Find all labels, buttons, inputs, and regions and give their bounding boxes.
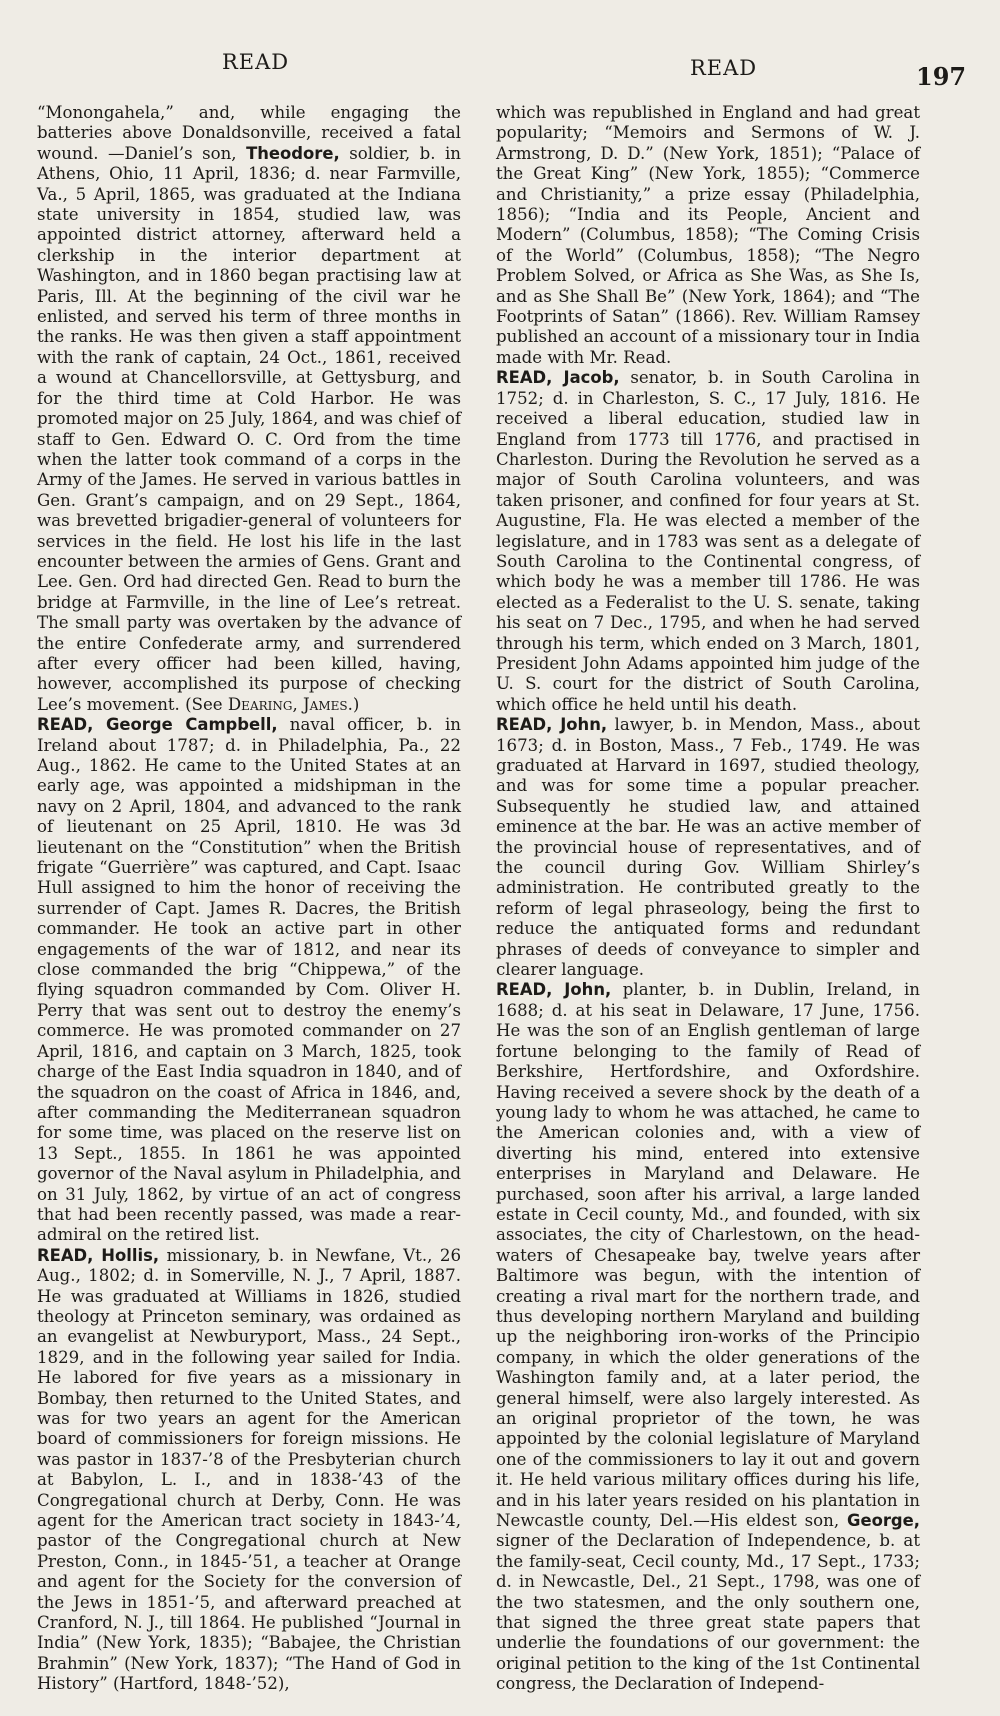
entry-heading: READ, John, <box>496 980 612 1000</box>
entry-jacob-read <box>496 368 920 715</box>
entry-text: naval officer, b. in Ireland about 1787; d. in Philadelphia, Pa., 22 Aug., 1862. He came to the United States at an early age, was appointed a midshipman in the navy on 2 April, 1804, and advanced to the rank of lieutenant on 25 April, 1810. He was 3d lieutenant on the “Constitution” when the British frigate “Guerrière” was captured, and Capt. Isaac Hull assigned to him the honor of receiving the surrender of Capt. James R. Dacres, the British commander. He took an active part in other engagements of the war of 1812, and near its close commanded the brig “Chippewa,” of the flying squadron commanded by Com. Oliver H. Perry that was sent out to destroy the enemy’s commerce. He was promoted commander on 27 April, 1816, and captain on 3 March, 1825, took charge of the East India squadron in 1840, and of the squadron on the coast of Africa in 1846, and, after commanding the Mediterranean squadron for some time, was placed on the reserve list on 13 Sept., 1855. In 1861 he was appointed governor of the Naval asylum in Philadelphia, and on 31 July, 1862, by virtue of an act of congress that had been recently passed, was made a rear-admiral on the retired list. <box>37 715 461 1245</box>
entry-text: soldier, b. in Athens, Ohio, 11 April, 1836; d. near Farmville, Va., 5 April, 1865, was graduated at the Indiana state university in 1854, studied law, was appointed district attorney, afterward held a clerkship in the interior department at Washington, and in 1860 began practising law at Paris, Ill. At the beginning of the civil war he enlisted, and served his term of three months in the ranks. He was then given a staff appointment with the rank of captain, 24 Oct., 1861, received a wound at Chancellorsville, at Gettysburg, and for the third time at Cold Harbor. He was promoted major on 25 July, 1864, and was chief of staff to Gen. Edward O. C. Ord from the time when the latter took command of a corps in the Army of the James. He served in various battles in Gen. Grant’s campaign, and on 29 Sept., 1864, was brevetted brigadier-general of volunteers for services in the field. He lost his life in the last encounter between the armies of Gens. Grant and Lee. Gen. Ord had directed Gen. Read to burn the bridge at Farmville, in the line of Lee’s retreat. The small party was overtaken by the advance of the entire Confederate army, and surrendered after every officer had been killed, having, however, accomplished its purpose of checking Lee’s movement. (See <box>37 143 461 714</box>
page-number: 197 <box>916 62 967 91</box>
entry-text: .) <box>347 694 360 714</box>
entry-heading: READ, Hollis, <box>37 1245 160 1265</box>
entry-text: which was republished in England and had great popularity; “Memoirs and Sermons of W. J. Armstrong, D. D.” (New York, 1851); “Palace of the Great King” (New York, 1855); “Commerce and Christianity,” a prize essay (Philadelphia, 1856); “India and its People, Ancient and Modern” (Columbus, 1858); “The Coming Crisis of the World” (Columbus, 1858); “The Negro Problem Solved, or Africa as She Was, as She Is, and as She Shall Be” (New York, 1864); and “The Footprints of Satan” (1866). Rev. William Ramsey published an account of a missionary tour in India made with Mr. Read. <box>496 103 920 367</box>
entry-heading: READ, John, <box>496 715 608 735</box>
entry-john-read-planter <box>496 980 920 1694</box>
entry-subname: George, <box>847 1511 920 1531</box>
entry-theodore-read <box>37 103 461 715</box>
entry-heading: READ, Jacob, <box>496 368 620 388</box>
entry-george-campbell-read <box>37 715 461 1246</box>
entry-hollis-read <box>37 1246 461 1695</box>
right-column <box>496 103 920 1695</box>
running-head-right: READ <box>690 56 758 80</box>
running-head-left: READ <box>222 50 290 74</box>
entry-john-read-lawyer <box>496 715 920 980</box>
entry-text: signer of the Declaration of Independence, b. at the family-seat, Cecil county, Md., 17 Sept., 1733; d. in Newcastle, Del., 21 Sept., 1798, was one of the two statesmen, and the only southern one, that signed the three great state papers that underlie the foundations of our government: the original petition to the king of the 1st Continental congress, the Declaration of Independ- <box>496 1531 920 1694</box>
entry-hollis-read-continued <box>496 103 920 368</box>
left-column <box>37 103 461 1695</box>
entry-text: planter, b. in Dublin, Ireland, in 1688; d. at his seat in Delaware, 17 June, 1756. He was the son of an English gentleman of large fortune belonging to the family of Read of Berkshire, Hertfordshire, and Oxfordshire. Having received a severe shock by the death of a young lady to whom he was attached, he came to the American colonies and, with a view of diverting his mind, entered into extensive enterprises in Maryland and Delaware. He purchased, soon after his arrival, a large landed estate in Cecil county, Md., and founded, with six associates, the city of Charlestown, on the head-waters of Chesapeake bay, twelve years after Baltimore was begun, with the intention of creating a rival mart for the northern trade, and thus developing northern Maryland and building up the neighboring iron-works of the Principio company, in which the older generations of the Washington family and, at a later period, the general himself, were also largely interested. As an original proprietor of the town, he was appointed by the colonial legislature of Maryland one of the commissioners to lay it out and govern it. He held various military offices during his life, and in his later years resided on his plantation in Newcastle county, Del.—His eldest son, <box>496 980 920 1531</box>
entry-text: lawyer, b. in Mendon, Mass., about 1673; d. in Boston, Mass., 7 Feb., 1749. He was graduated at Harvard in 1697, studied theology, and was for some time a popular preacher. Subsequently he studied law, and attained eminence at the bar. He was an active member of the provincial house of representatives, and of the council during Gov. William Shirley’s administration. He contributed greatly to the reform of legal phraseology, being the first to reduce the antiquated forms and redundant phrases of deeds of conveyance to simpler and clearer language. <box>496 715 920 980</box>
cross-reference: Dearing, James <box>227 694 348 714</box>
entry-text: “Monongahela,” and, while engaging the batteries above Donaldsonville, received a fatal wound. —Daniel’s son, <box>37 103 461 163</box>
entry-subname: Theodore, <box>246 143 340 163</box>
entry-text: missionary, b. in Newfane, Vt., 26 Aug., 1802; d. in Somerville, N. J., 7 April, 1887. He was graduated at Williams in 1826, studied theology at Princeton seminary, was ordained as an evangelist at Newburyport, Mass., 24 Sept., 1829, and in the following year sailed for India. He labored for five years as a missionary in Bombay, then returned to the United States, and was for two years an agent for the American board of commissioners for foreign missions. He was pastor in 1837-’8 of the Presbyterian church at Babylon, L. I., and in 1838-’43 of the Congregational church at Derby, Conn. He was agent for the American tract society in 1843-’4, pastor of the Congregational church at New Preston, Conn., in 1845-’51, a teacher at Orange and agent for the Society for the conversion of the Jews in 1851-’5, and afterward preached at Cranford, N. J., till 1864. He published “Journal in India” (New York, 1835); “Babajee, the Christian Brahmin” (New York, 1837); “The Hand of God in History” (Hartford, 1848-’52), <box>37 1245 462 1694</box>
entry-text: senator, b. in South Carolina in 1752; d. in Charleston, S. C., 17 July, 1816. He received a liberal education, studied law in England from 1773 till 1776, and practised in Charleston. During the Revolution he served as a major of South Carolina volunteers, and was taken prisoner, and confined for four years at St. Augustine, Fla. He was elected a member of the legislature, and in 1783 was sent as a delegate of South Carolina to the Continental congress, of which body he was a member till 1786. He was elected as a Federalist to the U. S. senate, taking his seat on 7 Dec., 1795, and when he had served through his term, which ended on 3 March, 1801, President John Adams appointed him judge of the U. S. court for the district of South Carolina, which office he held until his death. <box>496 368 920 714</box>
entry-heading: READ, George Campbell, <box>37 715 278 735</box>
